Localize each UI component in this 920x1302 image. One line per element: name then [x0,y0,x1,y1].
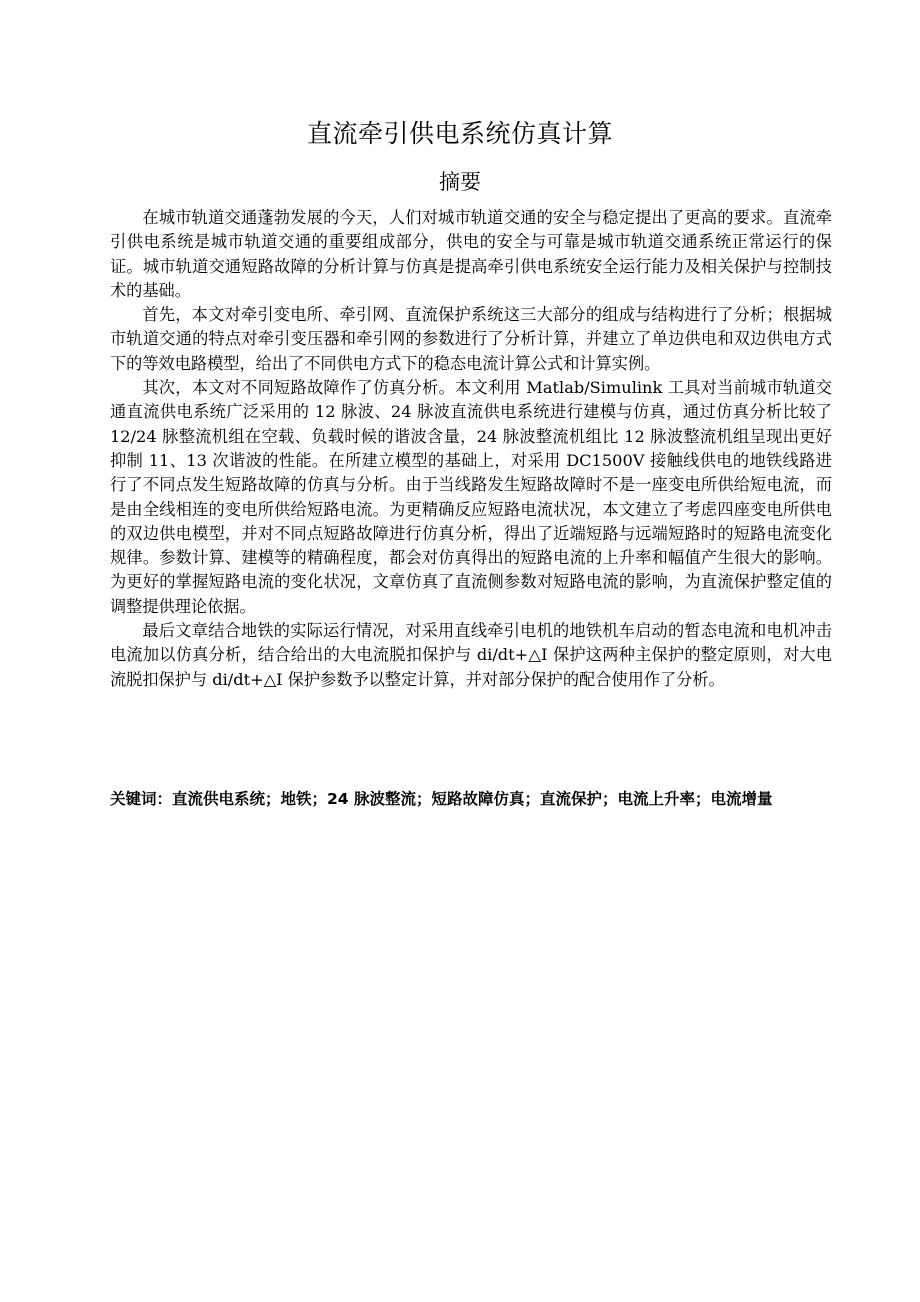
document-title: 直流牵引供电系统仿真计算 [306,119,613,148]
abstract-paragraph: 在城市轨道交通蓬勃发展的今天，人们对城市轨道交通的安全与稳定提出了更高的要求。直流牵引供电系统是城市轨道交通的重要组成部分，供电的安全与可靠是城市轨道交通系统正常运行的保证。城市轨道交通短路故障的分析计算与仿真是提高牵引供电系统安全运行能力及相关保护与控制技术的基础。 [110,208,832,300]
abstract-paragraph: 其次，本文对不同短路故障作了仿真分析。本文利用 Matlab/Simulink 工具对当前城市轨道交通直流供电系统广泛采用的 12 脉波、24 脉波直流供电系统进行建模与仿真，通过仿真分析比较了 12/24 脉整流机组在空载、负载时候的谐波含量，24 脉波整流机组比 12 脉波整流机组呈现出更好抑制 11、13 次谐波的性能。在所建立模型的基础上，对采用 DC1500V 接触线供电的地铁线路进行了不同点发生短路故障的仿真与分析。由于当线路发生短路故障时不是一座变电所供给短电流，而是由全线相连的变电所供给短路电流。为更精确反应短路电流状况，本文建立了考虑四座变电所供电的双边供电模型，并对不同点短路故障进行仿真分析，得出了近端短路与远端短路时的短路电流变化规律。参数计算、建模等的精确程度，都会对仿真得出的短路电流的上升率和幅值产生很大的影响。为更好的掌握短路电流的变化状况，文章仿真了直流侧参数对短路电流的影响，为直流保护整定值的调整提供理论依据。 [110,378,832,616]
abstract-paragraph: 首先，本文对牵引变电所、牵引网、直流保护系统这三大部分的组成与结构进行了分析；根据城市轨道交通的特点对牵引变压器和牵引网的参数进行了分析计算，并建立了单边供电和双边供电方式下的等效电路模型，给出了不同供电方式下的稳态电流计算公式和计算实例。 [110,305,832,373]
abstract-heading: 摘要 [439,170,481,194]
abstract-paragraph: 最后文章结合地铁的实际运行情况，对采用直线牵引电机的地铁机车启动的暂态电流和电机冲击电流加以仿真分析，结合给出的大电流脱扣保护与 di/dt+△I 保护这两种主保护的整定原则，对大电流脱扣保护与 di/dt+△I 保护参数予以整定计算，并对部分保护的配合使用作了分析。 [110,621,832,689]
abstract-body [110,206,832,692]
keywords: 关键词：直流供电系统；地铁；24 脉波整流；短路故障仿真；直流保护；电流上升率；电流增量 [110,790,773,808]
